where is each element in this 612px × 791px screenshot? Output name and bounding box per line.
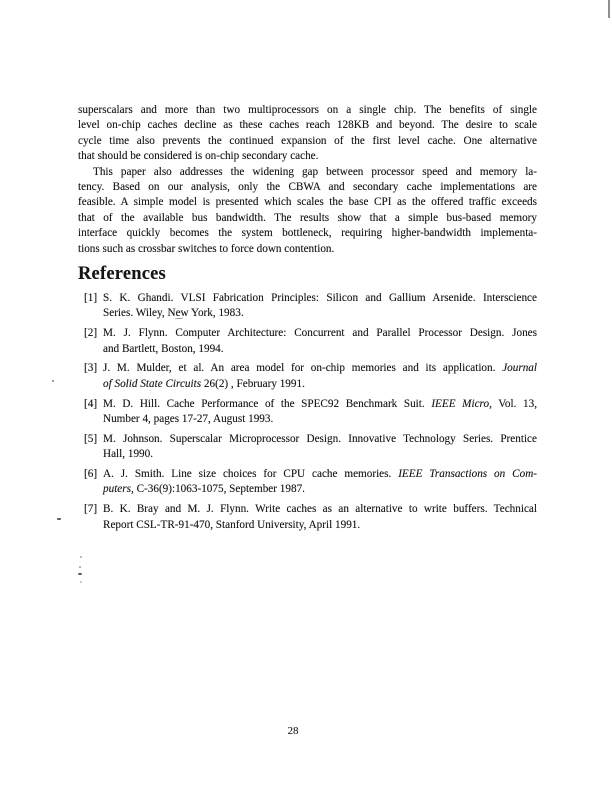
- text-line: interface quickly becomes the system bottleneck, requiring higher-bandwidth implementa-: [78, 227, 537, 240]
- italic-text-segment: IEEE Micro: [431, 397, 490, 410]
- reference-item: [78, 326, 537, 357]
- reference-number: [1]: [84, 292, 98, 305]
- paragraph: [78, 165, 537, 257]
- reference-number: [3]: [84, 362, 98, 375]
- text-line: [103, 306, 537, 321]
- text-segment: , Vol. 13,: [489, 397, 538, 410]
- reference-item: [78, 502, 537, 533]
- scan-speck: [57, 518, 61, 520]
- text-line: [103, 326, 537, 341]
- text-segment: 26(2) , February 1991.: [201, 377, 305, 390]
- text-line: [103, 467, 537, 482]
- reference-number: [7]: [84, 503, 98, 516]
- text-line: [103, 361, 537, 376]
- text-line: [103, 447, 537, 462]
- scan-speck: [80, 556, 82, 558]
- reference-item: [78, 291, 537, 322]
- text-column: [78, 103, 537, 537]
- reference-item: [78, 432, 537, 463]
- paragraph: [78, 103, 537, 165]
- text-segment: J. M. Mulder, et al. An area model for on-chip memories and its application.: [103, 362, 503, 375]
- references-list: [78, 291, 537, 533]
- body-paragraphs: [78, 103, 537, 257]
- text-line: This paper also addresses the widening gap between processor speed and memory la-: [93, 165, 537, 178]
- text-segment: C-36(9):1063-1075, September 1987.: [133, 483, 305, 496]
- text-segment: M. D. Hill. Cache Performance of the SPEC92 Benchmark Suit.: [103, 397, 432, 410]
- text-segment: M. Johnson. Superscalar Microprocessor Design. Innovative Technology Series. Prentice: [103, 432, 537, 445]
- italic-text-segment: of Solid State Circuits: [103, 377, 202, 390]
- text-line: tency. Based on our analysis, only the CBWA and secondary cache implementations are: [78, 181, 537, 194]
- text-line: level on-chip caches decline as these caches reach 128KB and beyond. The desire to scale: [78, 119, 537, 132]
- references-heading: References: [78, 264, 166, 285]
- reference-item: [78, 397, 537, 428]
- italic-text-segment: Journal: [502, 362, 537, 375]
- text-segment: A. J. Smith. Line size choices for CPU cache memories.: [103, 468, 399, 481]
- text-line: tions such as crossbar switches to force down contention.: [78, 242, 335, 255]
- reference-item: [78, 361, 537, 392]
- text-segment: Series. Wiley, New York, 1983.: [103, 307, 244, 320]
- text-line: feasible. A simple model is presented which scales the base CPI as the offered traffic exceeds: [78, 196, 537, 209]
- text-line: [103, 432, 537, 447]
- scan-speck: [52, 380, 54, 382]
- text-line: [103, 518, 537, 533]
- text-line: [103, 502, 537, 517]
- italic-text-segment: IEEE Transactions on Com-: [398, 468, 537, 481]
- text-segment: Number 4, pages 17-27, August 1993.: [103, 413, 274, 426]
- scan-edge-artifact: [608, 0, 610, 18]
- text-line: that should be considered is on-chip secondary cache.: [78, 150, 319, 163]
- text-line: [103, 377, 537, 392]
- scan-speck: [80, 581, 82, 583]
- text-segment: and Bartlett, Boston, 1994.: [103, 342, 224, 355]
- reference-item: [78, 467, 537, 498]
- text-line: [103, 342, 537, 357]
- text-segment: Report CSL-TR-91-470, Stanford University, April 1991.: [103, 518, 361, 531]
- reference-number: [4]: [84, 397, 98, 410]
- text-line: [103, 482, 537, 497]
- text-line: [103, 412, 537, 427]
- text-segment: S. K. Ghandi. VLSI Fabrication Principles: Silicon and Gallium Arsenide. Interscience: [103, 292, 537, 305]
- text-segment: M. J. Flynn. Computer Architecture: Concurrent and Parallel Processor Design. Jones: [103, 327, 537, 340]
- text-line: cycle time also prevents the continued expansion of the first level cache. One alternative: [78, 134, 537, 147]
- text-line: [103, 397, 537, 412]
- scan-speck: [78, 573, 82, 575]
- page-number: 28: [287, 725, 299, 737]
- reference-number: [6]: [84, 468, 98, 481]
- text-segment: B. K. Bray and M. J. Flynn. Write caches as an alternative to write buffers. Technical: [103, 503, 537, 516]
- text-line: superscalars and more than two multiprocessors on a single chip. The benefits of single: [78, 104, 537, 116]
- reference-number: [2]: [84, 327, 98, 340]
- reference-number: [5]: [84, 432, 98, 445]
- text-line: [103, 291, 537, 306]
- text-segment: Hall, 1990.: [103, 448, 154, 461]
- scan-speck: [79, 566, 81, 568]
- text-line: that of the available bus bandwidth. The results show that a simple bus-based memory: [78, 211, 537, 224]
- italic-text-segment: puters,: [103, 483, 134, 496]
